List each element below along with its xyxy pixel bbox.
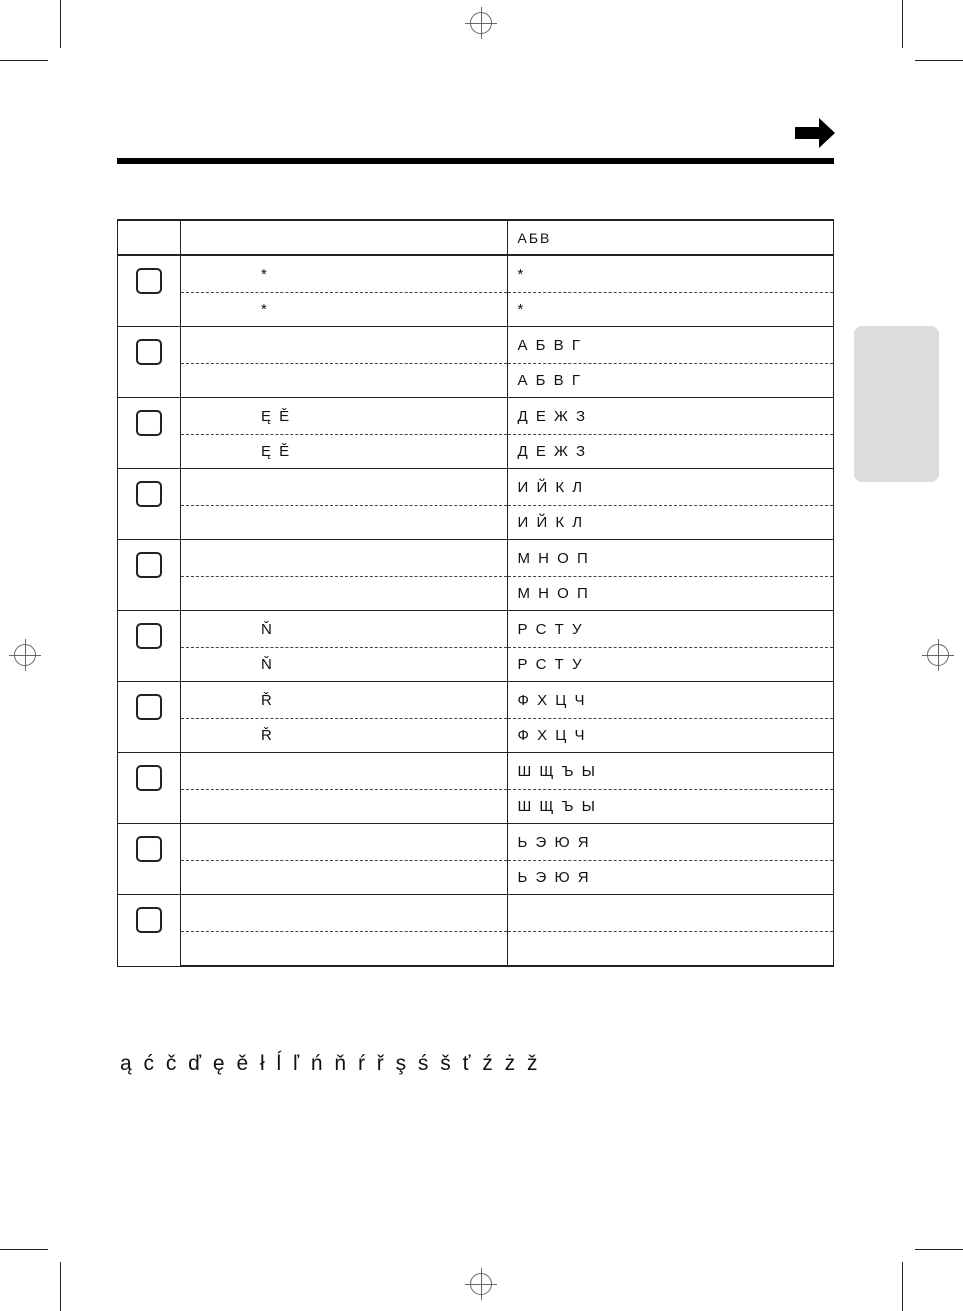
keypad-key-icon [136,694,162,720]
header-rule [117,158,834,164]
mode2-chars: Ш Щ Ъ Ы [507,753,834,790]
mode2-chars: Ь Э Ю Я [507,861,834,895]
crop-mark [902,0,903,48]
table-row [118,506,834,540]
table-row [118,932,834,967]
mode1-chars: Ř [181,682,508,719]
mode1-chars [181,577,508,611]
key-cell [118,469,181,540]
mode1-chars [181,753,508,790]
mode1-chars: Ř [181,719,508,753]
mode2-chars [507,895,834,932]
keypad-key-icon [136,268,162,294]
mode1-chars: * [181,293,508,327]
mode2-chars: И Й К Л [507,506,834,540]
mode1-chars [181,824,508,861]
table-row [118,255,834,293]
keypad-key-icon [136,552,162,578]
crop-mark [915,1249,963,1250]
mode1-chars [181,540,508,577]
mode2-chars: И Й К Л [507,469,834,506]
mode2-chars: Р С Т У [507,611,834,648]
mode1-chars [181,506,508,540]
mode1-chars: * [181,255,508,293]
table-row [118,719,834,753]
crop-mark [0,60,48,61]
mode2-chars: М Н О П [507,540,834,577]
mode2-chars: Ш Щ Ъ Ы [507,790,834,824]
registration-mark-icon [14,644,36,666]
registration-mark-icon [927,644,949,666]
table-row [118,540,834,577]
table-row [118,682,834,719]
key-cell [118,255,181,327]
mode1-chars: Ę Ě [181,398,508,435]
keypad-key-icon [136,339,162,365]
keypad-key-icon [136,907,162,933]
table-row [118,469,834,506]
section-tab [854,326,939,482]
mode2-chars: * [507,255,834,293]
table-row [118,824,834,861]
mode1-chars [181,895,508,932]
header-mode2-col: АБВ [507,220,834,255]
crop-mark [915,60,963,61]
mode2-chars: Р С Т У [507,648,834,682]
mode2-chars: Ф Х Ц Ч [507,682,834,719]
keypad-key-icon [136,481,162,507]
header-mode1-col [181,220,508,255]
table-row [118,293,834,327]
mode1-chars: Ę Ě [181,435,508,469]
right-arrow-icon [795,118,835,148]
mode1-chars [181,364,508,398]
key-cell [118,895,181,967]
table-row [118,327,834,364]
key-cell [118,611,181,682]
mode1-chars: Ň [181,611,508,648]
crop-mark [0,1249,48,1250]
table-row [118,611,834,648]
table-row [118,398,834,435]
table-row [118,861,834,895]
crop-mark [902,1262,903,1311]
key-cell [118,824,181,895]
keypad-key-icon [136,623,162,649]
key-cell [118,398,181,469]
table-row [118,790,834,824]
key-cell [118,682,181,753]
mode2-chars: Ь Э Ю Я [507,824,834,861]
character-table [117,219,834,967]
key-cell [118,540,181,611]
table-header-row [118,220,834,255]
special-characters: ą ć č ď ę ě ł ĺ ľ ń ň ŕ ř ş ś š ť ź ż ž [120,1052,541,1075]
mode2-chars: А Б В Г [507,364,834,398]
mode1-chars [181,327,508,364]
table-row [118,895,834,932]
table-row [118,435,834,469]
mode1-chars [181,861,508,895]
mode1-chars: Ň [181,648,508,682]
table-row [118,577,834,611]
crop-mark [60,1262,61,1311]
mode2-chars: Д Е Ж З [507,398,834,435]
header-key-col [118,220,181,255]
mode2-chars: А Б В Г [507,327,834,364]
crop-mark [60,0,61,48]
mode2-chars: М Н О П [507,577,834,611]
table-row [118,364,834,398]
keypad-key-icon [136,765,162,791]
keypad-key-icon [136,410,162,436]
key-cell [118,753,181,824]
table-row [118,753,834,790]
mode2-chars [507,932,834,967]
mode1-chars [181,932,508,967]
mode2-chars: * [507,293,834,327]
mode1-chars [181,469,508,506]
mode2-chars: Д Е Ж З [507,435,834,469]
mode1-chars [181,790,508,824]
registration-mark-icon [470,12,492,34]
key-cell [118,327,181,398]
table-row [118,648,834,682]
keypad-key-icon [136,836,162,862]
registration-mark-icon [470,1273,492,1295]
mode2-chars: Ф Х Ц Ч [507,719,834,753]
